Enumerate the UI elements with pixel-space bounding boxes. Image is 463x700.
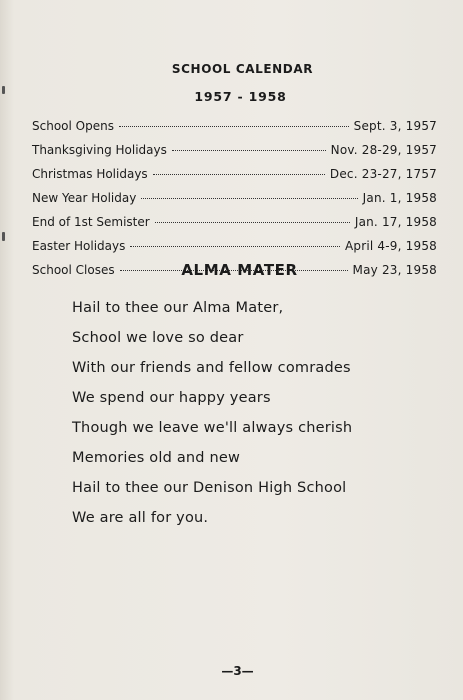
calendar-event: Christmas Holidays — [32, 167, 148, 181]
alma-mater-title: ALMA MATER — [181, 261, 298, 279]
dot-leader — [172, 150, 326, 151]
dot-leader — [141, 198, 357, 199]
verse-line: Hail to thee our Denison High School — [72, 480, 347, 496]
page-number: —3— — [221, 664, 254, 678]
calendar-years: 1957 - 1958 — [194, 89, 287, 104]
binding-mark — [2, 232, 5, 241]
dot-leader — [130, 246, 340, 247]
verse-line: Though we leave we'll always cherish — [72, 420, 353, 436]
calendar-date: Jan. 1, 1958 — [362, 191, 437, 205]
dot-leader — [119, 126, 349, 127]
calendar-event: New Year Holiday — [32, 191, 137, 205]
calendar-row — [32, 143, 437, 167]
calendar-date: Dec. 23-27, 1757 — [329, 167, 437, 181]
calendar-title: SCHOOL CALENDAR — [171, 62, 314, 76]
calendar-date: Nov. 28-29, 1957 — [330, 143, 437, 157]
calendar-row — [32, 119, 437, 143]
calendar-date: April 4-9, 1958 — [344, 239, 437, 253]
calendar-row — [32, 167, 437, 191]
verse-line: Hail to thee our Alma Mater, — [72, 300, 284, 316]
calendar-event: End of 1st Semister — [32, 215, 150, 229]
calendar-event: School Opens — [32, 119, 114, 133]
calendar-row — [32, 215, 437, 239]
verse-line: School we love so dear — [72, 330, 244, 346]
calendar-row — [32, 191, 437, 215]
dot-leader — [155, 222, 350, 223]
dot-leader — [153, 174, 325, 175]
verse-line: With our friends and fellow comrades — [72, 360, 351, 376]
calendar-row — [32, 239, 437, 263]
calendar-event: Easter Holidays — [32, 239, 126, 253]
verse-line: Memories old and new — [72, 450, 241, 466]
alma-mater-verse — [72, 300, 452, 540]
calendar-date: May 23, 1958 — [352, 263, 437, 277]
calendar-date: Jan. 17, 1958 — [354, 215, 437, 229]
calendar-event: Thanksgiving Holidays — [32, 143, 167, 157]
verse-line: We spend our happy years — [72, 390, 271, 406]
verse-line: We are all for you. — [72, 510, 209, 526]
calendar-event: School Closes — [32, 263, 115, 277]
calendar-date: Sept. 3, 1957 — [353, 119, 437, 133]
